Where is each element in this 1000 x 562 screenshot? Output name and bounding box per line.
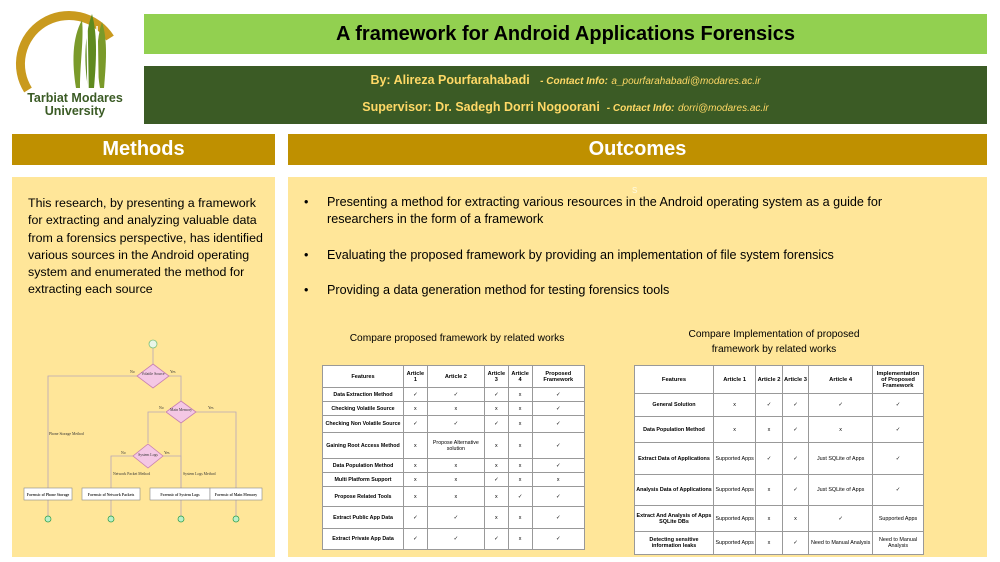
table-cell: ✓	[782, 394, 808, 417]
table-cell: ✓	[427, 529, 484, 550]
forensic-main-memory-label: Forensic of Main Memory	[214, 493, 258, 497]
table-cell: Just SQLite of Apps	[809, 443, 873, 475]
supervisor-name: Supervisor: Dr. Sadegh Dorri Nogoorani	[362, 100, 600, 114]
table-cell: ✓	[532, 487, 585, 507]
table-row	[323, 433, 585, 459]
table-cell: x	[484, 433, 508, 459]
outcome-bullet	[304, 194, 964, 230]
table-cell: x	[508, 529, 532, 550]
table-cell: ✓	[484, 473, 508, 487]
table-row	[323, 402, 585, 416]
table-row	[635, 475, 924, 506]
table-cell: x	[427, 459, 484, 473]
table-cell: ✓	[532, 433, 585, 459]
forensic-system-logs-label: Forensic of System Logs	[160, 493, 200, 497]
extraction-flowchart	[18, 338, 268, 528]
methods-text: This research, by presenting a framework for extracting and analyzing valuable data from a forensics perspective, has identified various sources in the Android operating system and enumerated the method for extracting each source	[28, 196, 263, 297]
table-cell: Checking Non Volatile Source	[323, 416, 404, 433]
table-cell: x	[508, 402, 532, 416]
author-name: By: Alireza Pourfarahabadi	[370, 73, 530, 87]
table-cell: Propose Alternative solution	[427, 433, 484, 459]
comparison-table-1	[322, 365, 585, 550]
table-cell: ✓	[427, 416, 484, 433]
author-contact-label: - Contact Info:	[540, 76, 608, 87]
title-banner	[144, 14, 987, 54]
outcome-bullet	[304, 282, 964, 300]
table-header-cell: Article 4	[508, 366, 532, 388]
table-cell: ✓	[508, 487, 532, 507]
table-cell: x	[532, 473, 585, 487]
author-line	[144, 73, 987, 87]
table-row	[323, 388, 585, 402]
table-cell: Detecting sensitive information leaks	[635, 532, 714, 555]
table-cell: ✓	[532, 459, 585, 473]
table-cell: Extract Private App Data	[323, 529, 404, 550]
table-cell: ✓	[532, 388, 585, 402]
table-row	[635, 417, 924, 443]
logo-text: Tarbiat Modares University	[27, 91, 123, 118]
table2-title: Compare Implementation of proposed framework by related works	[688, 329, 860, 355]
table-cell: ✓	[484, 388, 508, 402]
system-logs-method-label: System Logs Method	[183, 472, 216, 476]
stray-char: s	[632, 184, 638, 196]
main-memory-label: Main Memory	[169, 408, 193, 412]
table-cell: Extract Public App Data	[323, 507, 404, 529]
table-cell: x	[756, 417, 782, 443]
table-header-cell: Article 3	[782, 366, 808, 394]
table-row	[323, 529, 585, 550]
table-header-cell: Article 3	[484, 366, 508, 388]
table-header-cell: Implementation of Proposed Framework	[873, 366, 924, 394]
yes-label-3: Yes	[164, 451, 170, 455]
table-header-cell: Features	[635, 366, 714, 394]
table-cell: Analysis Data of Applications	[635, 475, 714, 506]
volatile-source-label: Volatile Source	[141, 372, 165, 376]
table-cell: ✓	[532, 416, 585, 433]
table-cell: Gaining Root Access Method	[323, 433, 404, 459]
table-cell: x	[508, 507, 532, 529]
table-cell: General Solution	[635, 394, 714, 417]
table-cell: x	[484, 459, 508, 473]
table-cell: ✓	[756, 394, 782, 417]
table-row	[323, 416, 585, 433]
table-cell: x	[404, 402, 428, 416]
table-cell: x	[404, 487, 428, 507]
methods-heading: Methods	[12, 134, 275, 165]
table-cell: x	[756, 475, 782, 506]
outcome-text: Presenting a method for extracting various resources in the Android operating system as a guide for researchers in the form of a framework	[327, 195, 883, 227]
author-email: a_pourfarahabadi@modares.ac.ir	[611, 76, 761, 87]
table-cell: x	[427, 487, 484, 507]
table-cell: x	[427, 473, 484, 487]
table-cell: Just SQLite of Apps	[809, 475, 873, 506]
table-cell: x	[404, 473, 428, 487]
table-cell: ✓	[756, 443, 782, 475]
table-cell: Propose Related Tools	[323, 487, 404, 507]
table-cell: ✓	[809, 506, 873, 532]
table-header-cell: Article 4	[809, 366, 873, 394]
outcomes-heading: Outcomes	[288, 134, 987, 165]
table-cell: ✓	[809, 394, 873, 417]
table-row	[635, 506, 924, 532]
supervisor-email: dorri@modares.ac.ir	[678, 103, 769, 114]
table-cell: ✓	[427, 507, 484, 529]
table-cell: ✓	[427, 388, 484, 402]
network-packet-method-label: Network Packet Method	[113, 472, 151, 476]
table-cell: ✓	[782, 443, 808, 475]
system-logs-label: System Logs	[138, 453, 158, 457]
outcome-bullet	[304, 247, 964, 265]
table-cell: Data Population Method	[323, 459, 404, 473]
table-cell: x	[508, 388, 532, 402]
table-cell: ✓	[873, 475, 924, 506]
table-cell: ✓	[873, 417, 924, 443]
bullet-dot-icon: •	[304, 248, 309, 262]
table-cell: x	[756, 506, 782, 532]
table-cell: Need to Manual Analysis	[873, 532, 924, 555]
table-row	[323, 507, 585, 529]
supervisor-line	[144, 100, 987, 114]
table-cell: x	[508, 473, 532, 487]
table-row	[323, 473, 585, 487]
table-cell: x	[756, 532, 782, 555]
table-header-cell: Article 2	[756, 366, 782, 394]
table-cell: ✓	[532, 507, 585, 529]
table-cell: Data Population Method	[635, 417, 714, 443]
bullet-dot-icon: •	[304, 283, 309, 297]
forensic-network-packets-label: Forensic of Network Packets	[87, 493, 135, 497]
table-cell: ✓	[532, 402, 585, 416]
table-cell: ✓	[404, 507, 428, 529]
table-cell: x	[484, 507, 508, 529]
table-row	[323, 487, 585, 507]
table-cell: x	[508, 416, 532, 433]
table1-title: Compare proposed framework by related works	[349, 333, 565, 344]
table-row	[323, 459, 585, 473]
table-cell: x	[809, 417, 873, 443]
table-cell: ✓	[782, 475, 808, 506]
author-banner	[144, 66, 987, 124]
no-label-2: No	[159, 406, 164, 410]
outcome-text: Evaluating the proposed framework by providing an implementation of file system forensics	[327, 248, 834, 262]
table-cell: Supported Apps	[873, 506, 924, 532]
table-row	[635, 394, 924, 417]
table-row	[635, 443, 924, 475]
forensic-phone-storage-label: Forensic of Phone Storage	[26, 493, 70, 497]
table-cell: x	[484, 487, 508, 507]
table-cell: ✓	[404, 416, 428, 433]
table-header-cell: Features	[323, 366, 404, 388]
table-header-cell: Proposed Framework	[532, 366, 585, 388]
start-node-icon	[149, 340, 157, 348]
university-logo	[10, 8, 140, 123]
table-cell: x	[404, 459, 428, 473]
table-cell: Extract And Analysis of Apps SQLite DBs	[635, 506, 714, 532]
table-cell: Need to Manual Analysis	[809, 532, 873, 555]
table-cell: x	[484, 402, 508, 416]
bullet-dot-icon: •	[304, 195, 309, 209]
table-cell: ✓	[404, 529, 428, 550]
table-cell: Extract Data of Applications	[635, 443, 714, 475]
table-header-cell: Article 1	[714, 366, 756, 394]
table-cell: ✓	[782, 417, 808, 443]
phone-storage-method-label: Phone Storage Method	[49, 432, 84, 436]
table-cell: Supported Apps	[714, 443, 756, 475]
supervisor-contact-label: - Contact Info:	[606, 103, 675, 114]
table-cell: Multi Platform Support	[323, 473, 404, 487]
outcome-text: Providing a data generation method for testing forensics tools	[327, 283, 670, 297]
yes-label-2: Yes	[208, 406, 214, 410]
table-header-cell: Article 1	[404, 366, 428, 388]
no-label: No	[130, 370, 135, 374]
table-cell: Supported Apps	[714, 506, 756, 532]
table-cell: x	[782, 506, 808, 532]
table-cell: ✓	[404, 388, 428, 402]
table-cell: ✓	[484, 416, 508, 433]
table-header-row	[635, 366, 924, 394]
table-cell: x	[427, 402, 484, 416]
table-cell: x	[404, 433, 428, 459]
table-cell: Supported Apps	[714, 532, 756, 555]
table-cell: x	[714, 394, 756, 417]
poster-title: A framework for Android Applications Forensics	[336, 22, 795, 45]
table-header-cell: Article 2	[427, 366, 484, 388]
table-cell: x	[714, 417, 756, 443]
yes-label: Yes	[170, 370, 176, 374]
table-cell: ✓	[873, 394, 924, 417]
table-cell: ✓	[782, 532, 808, 555]
table-row	[635, 532, 924, 555]
table-cell: Supported Apps	[714, 475, 756, 506]
table-cell: x	[508, 433, 532, 459]
comparison-table-2	[634, 365, 924, 555]
table-header-row	[323, 366, 585, 388]
table-cell: ✓	[532, 529, 585, 550]
table-cell: x	[508, 459, 532, 473]
no-label-3: No	[121, 451, 126, 455]
table-cell: Data Extraction Method	[323, 388, 404, 402]
table-cell: ✓	[873, 443, 924, 475]
table-cell: Checking Volatile Source	[323, 402, 404, 416]
table-cell: ✓	[484, 529, 508, 550]
